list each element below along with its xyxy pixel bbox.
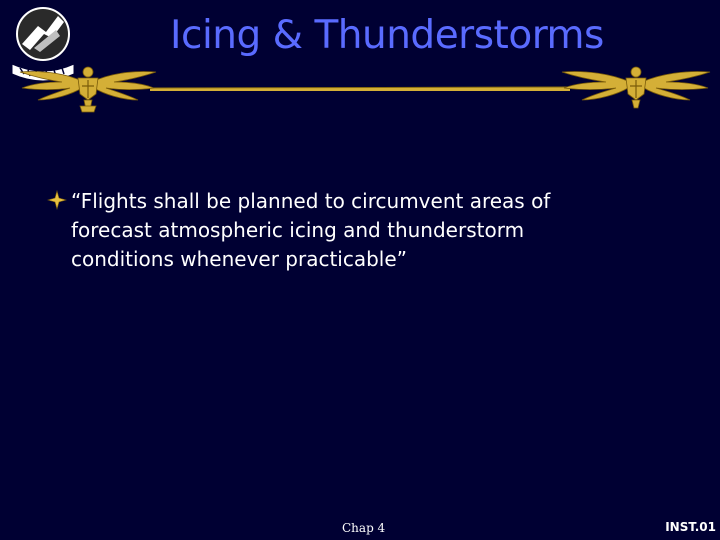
bullet-text: “Flights shall be planned to circumvent areas of forecast atmospheric icing and thunderstorm conditions whenever practicable”	[71, 189, 551, 271]
bullet-star-icon	[47, 190, 67, 210]
footer-chapter: Chap 4	[342, 521, 386, 535]
naval-aviator-wings-icon	[560, 64, 712, 112]
naval-aviator-wings-icon	[18, 60, 158, 114]
page-title: Icing & Thunderstorms	[170, 13, 604, 58]
title-underline	[150, 85, 570, 93]
footer-course-code: INST.01	[665, 520, 716, 534]
